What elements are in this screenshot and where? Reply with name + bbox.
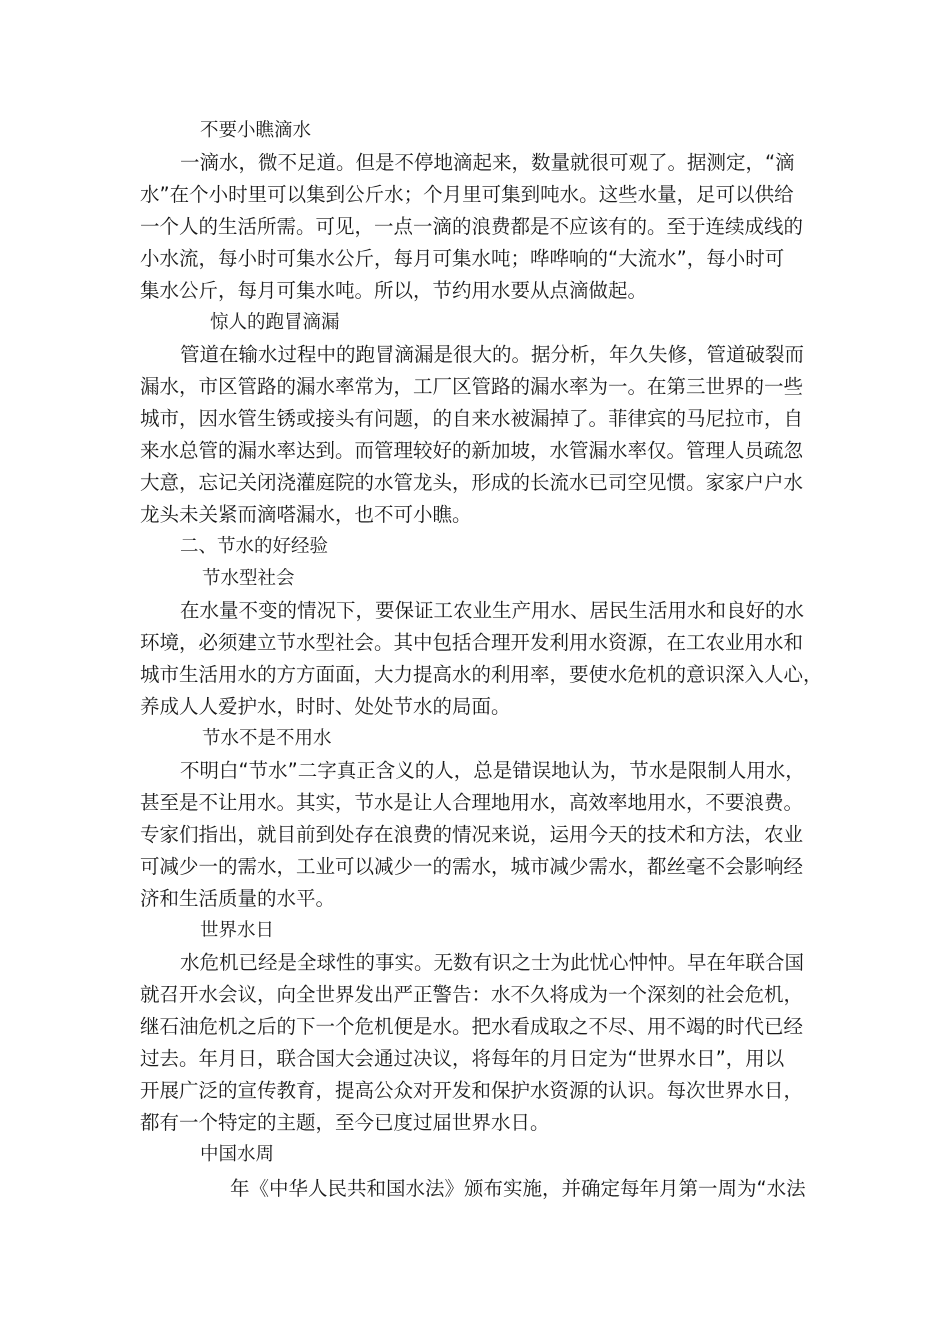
paragraph-line: 水”在个小时里可以集到公斤水；个月里可集到吨水。这些水量，足可以供给 [140, 183, 794, 206]
paragraph-line: 一滴水，微不足道。但是不停地滴起来，数量就很可观了。据测定，“滴 [180, 151, 795, 174]
paragraph-line: 不明白“节水”二字真正含义的人，总是错误地认为，节水是限制人用水， [180, 759, 805, 782]
section-heading: 世界水日 [200, 920, 275, 941]
paragraph-line: 管道在输水过程中的跑冒滴漏是很大的。据分析，年久失修，管道破裂而 [180, 343, 805, 366]
paragraph-line: 济和生活质量的水平。 [140, 887, 336, 910]
paragraph-line: 水危机已经是全球性的事实。无数有识之士为此忧心忡忡。早在年联合国 [180, 951, 805, 974]
section-heading: 不要小瞧滴水 [200, 120, 312, 141]
paragraph-line: 过去。年月日，联合国大会通过决议，将每年的月日定为“世界水日”，用以 [140, 1047, 785, 1070]
paragraph-line: 大意，忘记关闭浇灌庭院的水管龙头，形成的长流水已司空见惯。家家户户水 [140, 471, 804, 494]
paragraph-line: 甚至是不让用水。其实，节水是让人合理地用水，高效率地用水，不要浪费。 [140, 791, 804, 814]
section-heading: 节水不是不用水 [202, 728, 332, 749]
section-heading: 节水型社会 [202, 568, 295, 589]
paragraph-line: 环境，必须建立节水型社会。其中包括合理开发利用水资源，在工农业用水和 [140, 631, 804, 654]
paragraph-line: 小水流，每小时可集水公斤，每月可集水吨；哗哗响的“大流水”，每小时可 [140, 247, 785, 270]
paragraph-line: 都有一个特定的主题，至今已度过届世界水日。 [140, 1111, 550, 1134]
paragraph-line: 养成人人爱护水，时时、处处节水的局面。 [140, 695, 511, 718]
paragraph-line: 开展广泛的宣传教育，提高公众对开发和保护水资源的认识。每次世界水日， [140, 1079, 804, 1102]
paragraph-line: 城市，因水管生锈或接头有问题，的自来水被漏掉了。菲律宾的马尼拉市，自 [140, 407, 804, 430]
paragraph-line: 年《中华人民共和国水法》颁布实施，并确定每年月第一周为“水法 [230, 1177, 806, 1200]
section-heading: 惊人的跑冒滴漏 [210, 312, 340, 333]
paragraph-line: 可减少一的需水，工业可以减少一的需水，城市减少需水，都丝毫不会影响经 [140, 855, 804, 878]
paragraph-line: 城市生活用水的方方面面，大力提高水的利用率，要使水危机的意识深入人心， [140, 663, 823, 686]
paragraph-line: 漏水，市区管路的漏水率常为，工厂区管路的漏水率为一。在第三世界的一些 [140, 375, 804, 398]
paragraph-line: 来水总管的漏水率达到。而管理较好的新加坡，水管漏水率仅。管理人员疏忽 [140, 439, 804, 462]
paragraph-line: 专家们指出，就目前到处存在浪费的情况来说，运用今天的技术和方法，农业 [140, 823, 804, 846]
paragraph-line: 就召开水会议，向全世界发出严正警告：水不久将成为一个深刻的社会危机， [140, 983, 804, 1006]
chapter-heading: 二、节水的好经验 [180, 536, 329, 557]
paragraph-line: 集水公斤，每月可集水吨。所以，节约用水要从点滴做起。 [140, 279, 648, 302]
section-heading: 中国水周 [200, 1144, 275, 1165]
paragraph-line: 一个人的生活所需。可见，一点一滴的浪费都是不应该有的。至于连续成线的 [140, 215, 804, 238]
paragraph-line: 龙头未关紧而滴嗒漏水，也不可小瞧。 [140, 503, 472, 526]
paragraph-line: 继石油危机之后的下一个危机便是水。把水看成取之不尽、用不竭的时代已经 [140, 1015, 804, 1038]
paragraph-line: 在水量不变的情况下，要保证工农业生产用水、居民生活用水和良好的水 [180, 599, 805, 622]
